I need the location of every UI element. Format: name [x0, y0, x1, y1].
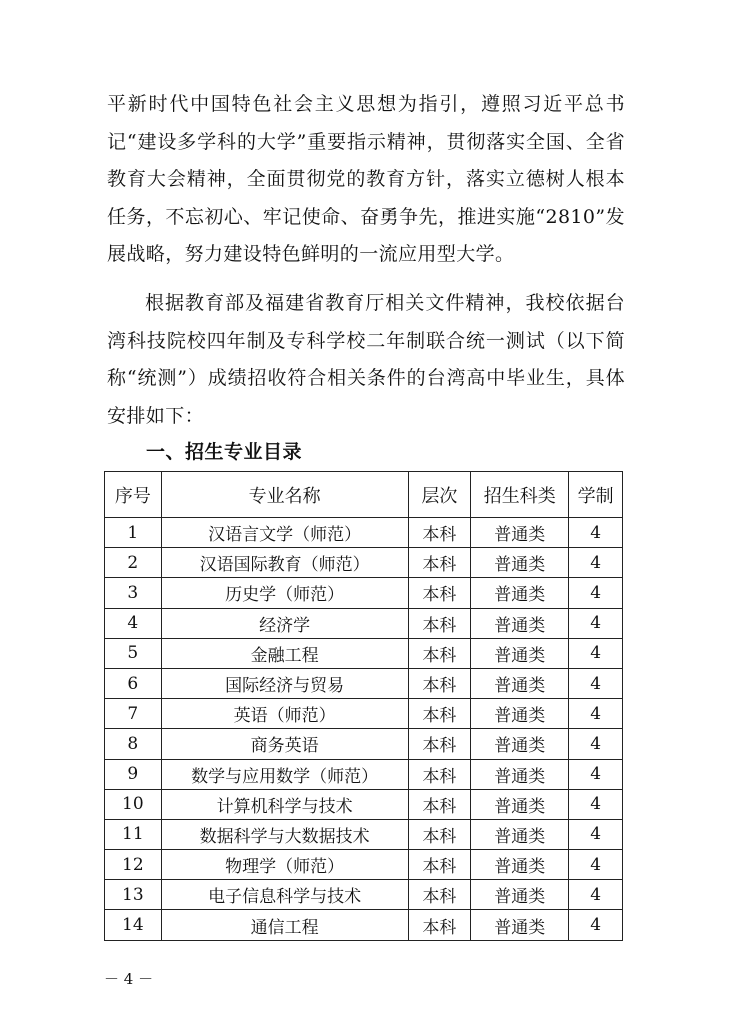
table-row [105, 578, 623, 608]
row-major-name: 历史学（师范） [161, 578, 408, 608]
intro-paragraph: 平新时代中国特色社会主义思想为指引，遵照习近平总书记“建设多学科的大学”重要指示精神，贯彻落实全国、全省教育大会精神，全面贯彻党的教育方针，落实立德树人根本任务，不忘初心、牢记使命、奋勇争先，推进实施“2810”发展战略，努力建设特色鲜明的一流应用型大学。 [107, 93, 625, 265]
table-row [105, 729, 623, 759]
row-years: 4 [569, 518, 623, 548]
row-level: 本科 [408, 548, 471, 578]
row-major-name: 通信工程 [161, 910, 408, 940]
row-major-name: 经济学 [161, 608, 408, 638]
row-years: 4 [569, 638, 623, 668]
row-years: 4 [569, 578, 623, 608]
table-row [105, 789, 623, 819]
row-years: 4 [569, 729, 623, 759]
row-category: 普通类 [471, 729, 569, 759]
row-category: 普通类 [471, 699, 569, 729]
header-cell-level: 层次 [408, 472, 471, 518]
page-number: － 4 － [104, 970, 154, 988]
row-major-name: 国际经济与贸易 [161, 668, 408, 698]
row-no: 3 [105, 578, 162, 608]
header-cell-no: 序号 [105, 472, 162, 518]
row-years: 4 [569, 850, 623, 880]
row-level: 本科 [408, 668, 471, 698]
row-no: 1 [105, 518, 162, 548]
table-row [105, 518, 623, 548]
row-years: 4 [569, 789, 623, 819]
row-level: 本科 [408, 819, 471, 849]
row-major-name: 物理学（师范） [161, 850, 408, 880]
row-major-name: 英语（师范） [161, 699, 408, 729]
row-years: 4 [569, 880, 623, 910]
row-category: 普通类 [471, 850, 569, 880]
row-level: 本科 [408, 518, 471, 548]
row-major-name: 数据科学与大数据技术 [161, 819, 408, 849]
row-no: 11 [105, 819, 162, 849]
row-level: 本科 [408, 910, 471, 940]
row-no: 2 [105, 548, 162, 578]
row-no: 5 [105, 638, 162, 668]
header-cell-years: 学制 [569, 472, 623, 518]
row-no: 12 [105, 850, 162, 880]
row-no: 10 [105, 789, 162, 819]
row-level: 本科 [408, 699, 471, 729]
row-years: 4 [569, 668, 623, 698]
table-row [105, 638, 623, 668]
row-no: 7 [105, 699, 162, 729]
row-major-name: 金融工程 [161, 638, 408, 668]
row-level: 本科 [408, 578, 471, 608]
row-no: 6 [105, 668, 162, 698]
row-major-name: 电子信息科学与技术 [161, 880, 408, 910]
row-category: 普通类 [471, 880, 569, 910]
row-level: 本科 [408, 608, 471, 638]
section-heading: 一、招生专业目录 [146, 441, 303, 463]
row-no: 14 [105, 910, 162, 940]
row-level: 本科 [408, 759, 471, 789]
row-level: 本科 [408, 789, 471, 819]
row-major-name: 汉语言文学（师范） [161, 518, 408, 548]
row-category: 普通类 [471, 548, 569, 578]
row-level: 本科 [408, 729, 471, 759]
table-row [105, 910, 623, 940]
table-row [105, 819, 623, 849]
row-major-name: 商务英语 [161, 729, 408, 759]
row-no: 9 [105, 759, 162, 789]
row-category: 普通类 [471, 608, 569, 638]
table-row [105, 880, 623, 910]
row-years: 4 [569, 699, 623, 729]
row-years: 4 [569, 910, 623, 940]
majors-table [104, 471, 623, 941]
row-level: 本科 [408, 850, 471, 880]
row-category: 普通类 [471, 638, 569, 668]
row-category: 普通类 [471, 518, 569, 548]
row-no: 4 [105, 608, 162, 638]
table-row [105, 759, 623, 789]
row-major-name: 数学与应用数学（师范） [161, 759, 408, 789]
header-cell-name: 专业名称 [161, 472, 408, 518]
row-major-name: 汉语国际教育（师范） [161, 548, 408, 578]
row-level: 本科 [408, 880, 471, 910]
row-category: 普通类 [471, 910, 569, 940]
table-row [105, 608, 623, 638]
table-row [105, 850, 623, 880]
row-years: 4 [569, 819, 623, 849]
row-major-name: 计算机科学与技术 [161, 789, 408, 819]
row-category: 普通类 [471, 759, 569, 789]
table-row [105, 668, 623, 698]
table-body [105, 518, 623, 941]
row-category: 普通类 [471, 789, 569, 819]
arrangement-paragraph: 根据教育部及福建省教育厅相关文件精神，我校依据台湾科技院校四年制及专科学校二年制联合统一测试（以下简称“统测”）成绩招收符合相关条件的台湾高中毕业生，具体安排如下： [107, 292, 625, 427]
row-years: 4 [569, 759, 623, 789]
row-years: 4 [569, 548, 623, 578]
table-header-row [105, 472, 623, 518]
table-row [105, 699, 623, 729]
row-category: 普通类 [471, 668, 569, 698]
row-category: 普通类 [471, 578, 569, 608]
row-category: 普通类 [471, 819, 569, 849]
table-row [105, 548, 623, 578]
row-no: 8 [105, 729, 162, 759]
header-cell-category: 招生科类 [471, 472, 569, 518]
row-no: 13 [105, 880, 162, 910]
row-level: 本科 [408, 638, 471, 668]
row-years: 4 [569, 608, 623, 638]
